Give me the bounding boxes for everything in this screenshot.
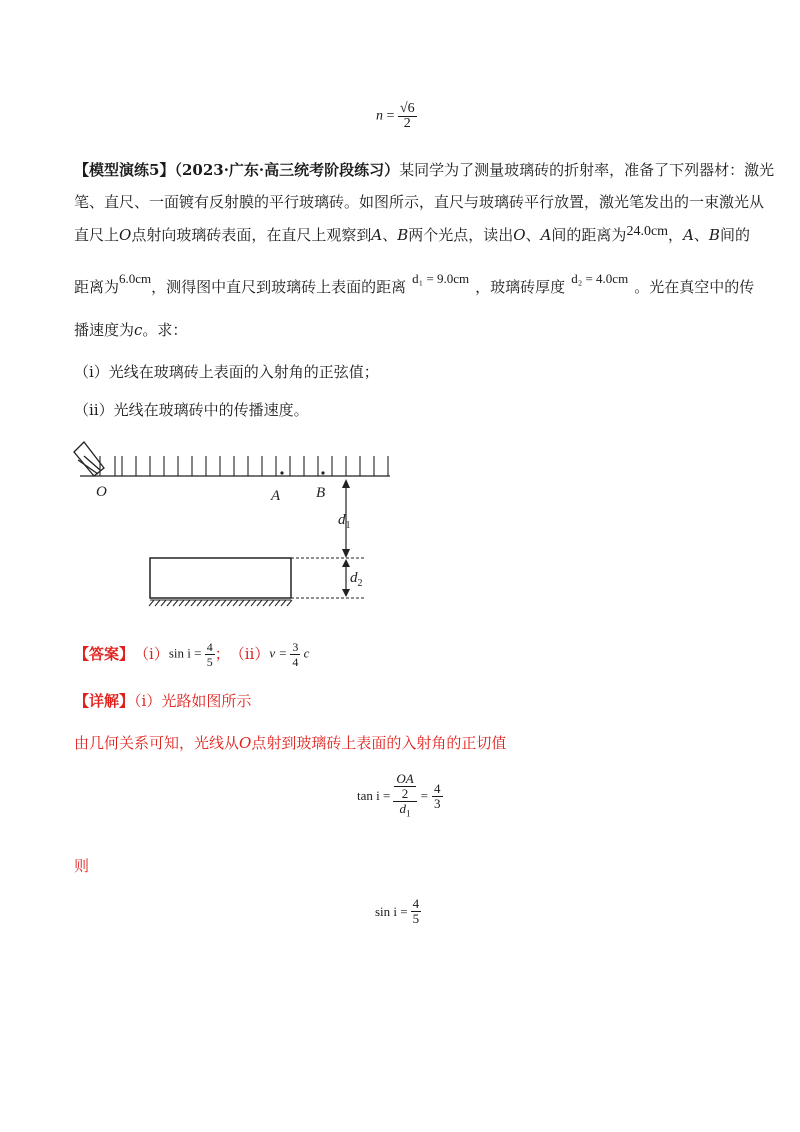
tan-formula (357, 772, 443, 821)
d-subscript: 1 (406, 808, 411, 819)
glass-brick (150, 558, 291, 598)
detail-text: 点射到玻璃砖上表面的入射角的正切值 (251, 734, 507, 752)
detail-tag: 【详解】 (74, 692, 135, 710)
problem-source: （2023·广东·高三统考阶段练习） (174, 161, 400, 179)
inner-numerator: OA (396, 771, 414, 786)
answer-part-2: （ⅱ） (229, 645, 270, 663)
problem-text: ， (668, 226, 684, 244)
point-label: A (371, 226, 383, 244)
problem-line-4 (74, 271, 755, 296)
fraction-numerator (393, 772, 416, 802)
answer-formula-1 (169, 640, 215, 669)
detail-text: （ⅰ）光路如图所示 (134, 692, 252, 710)
problem-text: 笔、直尺、一面镀有反射膜的平行玻璃砖。如图所示，直尺与玻璃砖平行放置，激光笔发出的一束激光从 (74, 193, 765, 211)
inner-denominator: 2 (401, 786, 409, 801)
fraction-numerator: 3 (292, 640, 299, 654)
point-label: O (239, 734, 252, 752)
fraction-numerator: 4 (206, 640, 213, 654)
ruler-ticks (100, 456, 388, 476)
formula-fraction (411, 897, 422, 926)
detail-text: 由几何关系可知，光线从 (74, 734, 240, 752)
formula-fraction (205, 640, 215, 669)
label-d2: $d_2$ (350, 570, 363, 589)
d2-value: d₂ = 4.0cm (571, 271, 629, 286)
point-label: O (119, 226, 132, 244)
formula-lhs: v = (269, 645, 288, 661)
d1-value: d₁ = 9.0cm (412, 271, 470, 286)
fraction-denominator: 5 (206, 655, 213, 669)
problem-text: 直尺上 (74, 226, 120, 244)
top-formula (376, 102, 417, 131)
distance-value: 24.0cm (626, 224, 669, 239)
formula-fraction (290, 640, 300, 669)
distance-value: 6.0cm (119, 271, 152, 286)
label-b: B (316, 485, 326, 501)
point-label: A (683, 226, 694, 244)
answer-part-1: （ⅰ） (134, 645, 169, 663)
problem-text: 距离为 (74, 278, 120, 296)
fraction-numerator: √6 (399, 101, 415, 116)
label-o: O (96, 484, 107, 500)
problem-text: 某同学为了测量玻璃砖的折射率，准备了下列器材：激光 (399, 161, 775, 179)
formula-compound-fraction (393, 772, 416, 821)
problem-text: 。光在真空中的传 (634, 278, 755, 296)
detail-line-1 (74, 694, 251, 709)
problem-text: 、 (693, 226, 709, 244)
formula-fraction (432, 782, 443, 811)
fraction-denominator: 3 (434, 795, 441, 811)
d-symbol: d (399, 801, 406, 816)
answer-formula-2 (269, 640, 309, 669)
problem-text: 两个光点，读出 (408, 226, 514, 244)
question-1 (74, 365, 379, 380)
point-label: A (540, 226, 552, 244)
question-text: （ⅱ）光线在玻璃砖中的传播速度。 (74, 401, 309, 419)
problem-text: 。求： (142, 321, 188, 339)
problem-text: 点射向玻璃砖表面，在直尺上观察到 (131, 226, 372, 244)
point-label: B (708, 226, 720, 244)
problem-text: ，测得图中直尺到玻璃砖上表面的距离 (151, 278, 407, 296)
answer-tag: 【答案】 (74, 645, 135, 663)
mirror-hatching (149, 600, 292, 606)
inner-fraction (394, 772, 415, 801)
point-label: B (397, 226, 409, 244)
question-2 (74, 403, 309, 418)
answer-line (74, 640, 309, 669)
sin-formula (375, 897, 421, 926)
problem-line-3 (74, 224, 750, 244)
equals-sign: = (386, 108, 398, 124)
fraction-numerator: 4 (434, 780, 441, 796)
formula-lhs: n (376, 108, 383, 124)
problem-text: 间的 (719, 226, 750, 244)
then-line (74, 859, 89, 874)
problem-text: 播速度为 (74, 321, 135, 339)
formula-rhs: c (303, 645, 310, 661)
label-d1: $d_1$ (338, 512, 351, 531)
formula-fraction (398, 102, 417, 131)
fraction-denominator: 4 (292, 655, 299, 669)
label-a: A (271, 488, 281, 504)
point-label: O (513, 226, 526, 244)
fraction-denominator (393, 802, 416, 821)
answer-separator: ； (214, 645, 230, 663)
problem-tag: 【模型演练5】 (74, 161, 175, 179)
problem-line-5 (74, 323, 187, 338)
problem-text: 间的距离为 (551, 226, 627, 244)
problem-line-1 (74, 163, 774, 178)
fraction-numerator: 4 (412, 896, 420, 911)
speed-symbol: c (134, 321, 143, 339)
problem-text: 、 (382, 226, 398, 244)
d2-arrow (342, 559, 350, 597)
detail-text: 则 (74, 857, 90, 875)
experiment-figure (60, 430, 400, 620)
fraction-denominator: 5 (412, 911, 420, 926)
problem-line-2 (74, 195, 764, 210)
problem-text: ，玻璃砖厚度 (475, 278, 566, 296)
spot-a (280, 471, 283, 474)
formula-lhs: sin i = (375, 903, 408, 919)
fraction-denominator: 2 (403, 116, 411, 131)
equals-sign: = (420, 788, 429, 804)
spot-b (321, 471, 324, 474)
problem-text: 、 (525, 226, 541, 244)
formula-lhs: tan i = (357, 788, 391, 804)
formula-lhs: sin i = (168, 645, 202, 661)
question-text: （ⅰ）光线在玻璃砖上表面的入射角的正弦值； (74, 363, 379, 381)
detail-line-2 (74, 736, 506, 751)
